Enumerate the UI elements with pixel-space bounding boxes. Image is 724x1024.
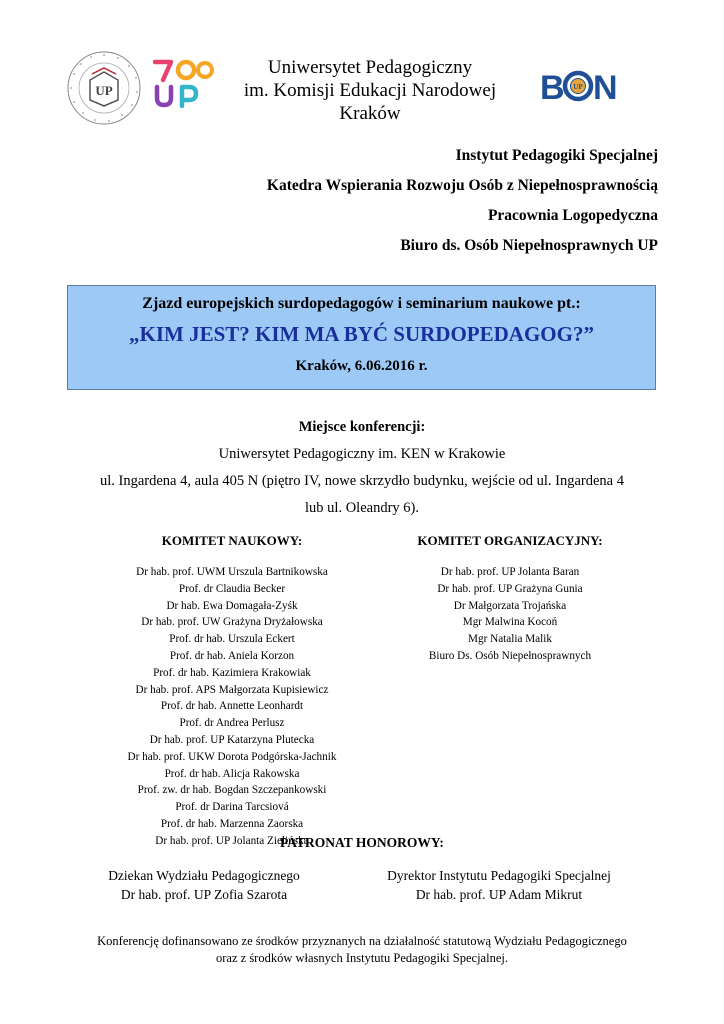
- committee-member: Mgr Natalia Malik: [468, 633, 552, 646]
- committee-member: Dr Małgorzata Trojańska: [453, 599, 567, 612]
- committee-member: Dr hab. Ewa Domagała-Zyśk: [166, 599, 298, 612]
- venue-line: lub ul. Oleandry 6).: [305, 500, 419, 516]
- organizational-units: [267, 141, 658, 261]
- banner-subtitle: Zjazd europejskich surdopedagogów i seminarium naukowe pt.:: [142, 295, 581, 312]
- patronage-heading: PATRONAT HONOROWY:: [280, 835, 444, 850]
- university-name-line: Kraków: [339, 103, 401, 124]
- university-name-line: Uniwersytet Pedagogiczny: [267, 57, 473, 78]
- conference-date: Kraków, 6.06.2016 r.: [295, 358, 428, 374]
- committee-member: Prof. dr hab. Annette Leonhardt: [160, 700, 304, 713]
- scientific-committee: [62, 531, 402, 850]
- university-name: [210, 56, 530, 125]
- svg-text:UP: UP: [573, 83, 583, 91]
- patron-director: [368, 866, 630, 904]
- university-name-line: im. Komisji Edukacji Narodowej: [243, 80, 497, 101]
- funding-note: [40, 933, 684, 967]
- funding-note-line: oraz z środków własnych Instytutu Pedagogiki Specjalnej.: [216, 951, 508, 965]
- conference-title: „KIM JEST? KIM MA BYĆ SURDOPEDAGOG?”: [129, 322, 594, 346]
- organizing-committee-heading: KOMITET ORGANIZACYJNY:: [417, 533, 603, 548]
- unit-line: Biuro ds. Osób Niepełnosprawnych UP: [400, 237, 658, 254]
- unit-line: Instytut Pedagogiki Specjalnej: [455, 147, 658, 164]
- unit-line: Pracownia Logopedyczna: [487, 207, 658, 224]
- committee-member: Prof. dr Darina Tarcsiová: [175, 801, 289, 814]
- patron-role: Dziekan Wydziału Pedagogicznego: [108, 868, 300, 883]
- scientific-committee-list: [62, 564, 402, 850]
- svg-text:B: B: [540, 69, 564, 104]
- committee-member: Dr hab. prof. UP Jolanta Zielińska: [155, 834, 309, 847]
- svg-text:UP: UP: [95, 83, 113, 98]
- committee-member: Prof. dr Andrea Perlusz: [179, 717, 285, 730]
- venue-section: [60, 414, 664, 522]
- venue-line: ul. Ingardena 4, aula 405 N (piętro IV, nowe skrzydło budynku, wejście od ul. Ingardena 4: [99, 473, 624, 489]
- committee-member: Prof. dr hab. Marzenna Zaorska: [160, 817, 304, 830]
- committee-member: Prof. dr hab. Urszula Eckert: [169, 633, 295, 646]
- committee-member: Dr hab. prof. UKW Dorota Podgórska-Jachnik: [127, 750, 337, 763]
- committee-member: Prof. dr hab. Aniela Korzon: [169, 649, 295, 662]
- bon-logo: [540, 68, 632, 104]
- committee-member: Prof. zw. dr hab. Bogdan Szczepankowski: [137, 784, 327, 797]
- svg-text:N: N: [593, 69, 618, 104]
- patron-name: Dr hab. prof. UP Adam Mikrut: [415, 887, 583, 902]
- unit-line: Katedra Wspierania Rozwoju Osób z Niepełnosprawnością: [266, 177, 658, 194]
- committee-member: Prof. dr hab. Alicja Rakowska: [164, 767, 300, 780]
- committee-member: Prof. dr Claudia Becker: [178, 582, 286, 595]
- committee-member: Dr hab. prof. UP Grażyna Gunia: [437, 582, 583, 595]
- committee-member: Prof. dr hab. Kazimiera Krakowiak: [153, 666, 311, 679]
- university-seal-logo: [66, 50, 142, 126]
- committee-member: Dr hab. prof. APS Małgorzata Kupisiewicz: [135, 683, 329, 696]
- patron-name: Dr hab. prof. UP Zofia Szarota: [120, 887, 288, 902]
- scientific-committee-heading: KOMITET NAUKOWY:: [161, 533, 303, 548]
- committee-member: Dr hab. prof. UP Jolanta Baran: [440, 566, 580, 578]
- committee-member: Dr hab. prof. UWM Urszula Bartnikowska: [136, 566, 328, 578]
- patron-role: Dyrektor Instytutu Pedagogiki Specjalnej: [387, 868, 611, 883]
- conference-banner: [67, 285, 656, 390]
- funding-note-line: Konferencję dofinansowano ze środków przyznanych na działalność statutową Wydziału Pedagogicznego: [97, 934, 627, 948]
- patron-dean: [70, 866, 338, 904]
- anniversary-70-logo: [153, 58, 215, 108]
- committee-member: Dr hab. prof. UP Katarzyna Plutecka: [149, 733, 315, 746]
- committee-member: Mgr Malwina Kocoń: [462, 616, 558, 629]
- committee-member: Biuro Ds. Osób Niepełnosprawnych: [428, 649, 592, 662]
- committee-member: Dr hab. prof. UW Grażyna Dryżałowska: [141, 616, 323, 629]
- venue-heading: Miejsce konferencji:: [298, 419, 426, 435]
- organizing-committee: [360, 531, 660, 665]
- organizing-committee-list: [360, 564, 660, 665]
- venue-line: Uniwersytet Pedagogiczny im. KEN w Krakowie: [218, 446, 506, 462]
